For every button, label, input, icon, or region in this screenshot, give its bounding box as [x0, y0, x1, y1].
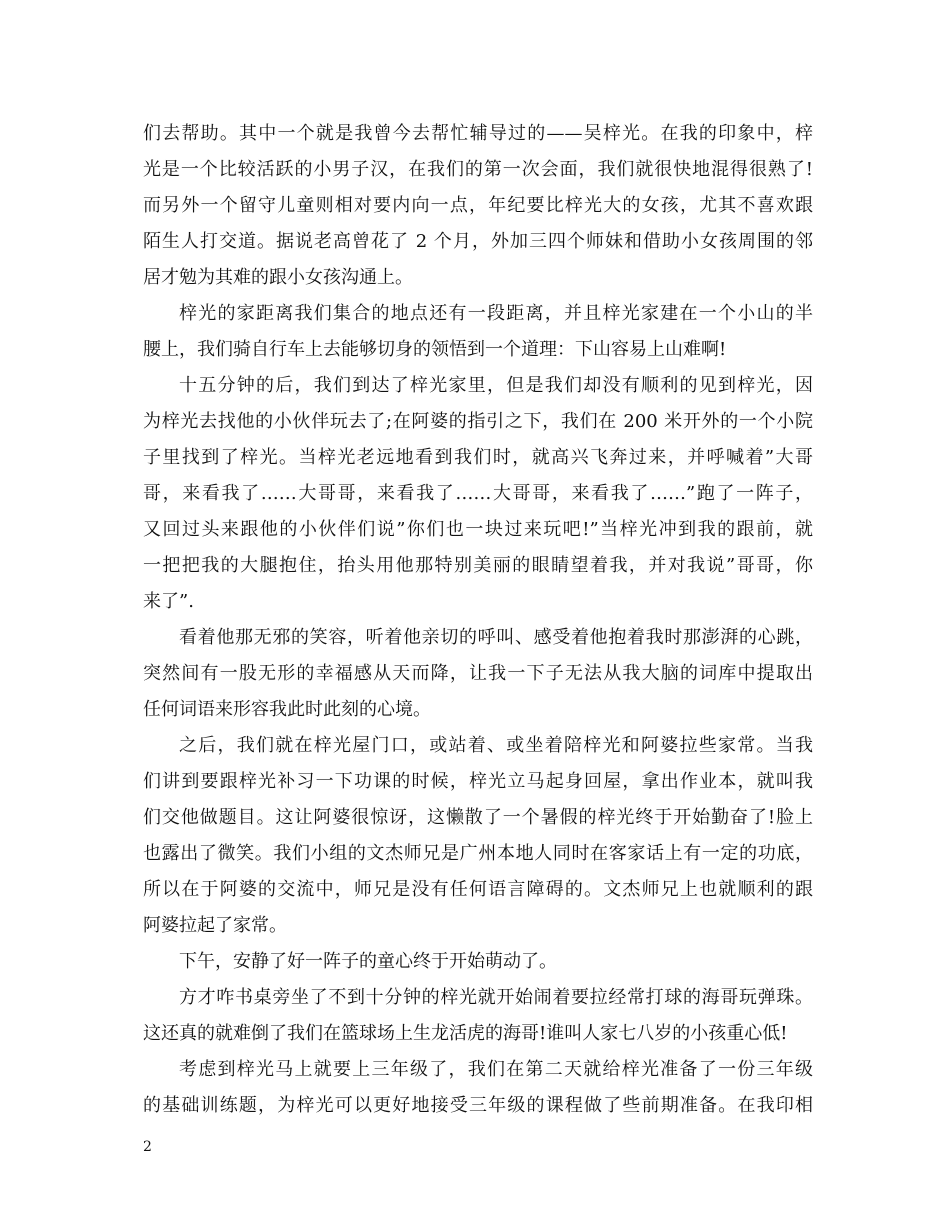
text-line: 子里找到了梓光。当梓光老远地看到我们时，就高兴飞奔过来，并呼喊着”大哥 [143, 447, 813, 468]
text-line: 们去帮助。其中一个就是我曾今去帮忙辅导过的——吴梓光。在我的印象中，梓 [143, 123, 813, 144]
text-line: 又回过头来跟他的小伙伴们说”你们也一块过来玩吧!”当梓光冲到我的跟前，就 [143, 519, 813, 540]
text-line: 任何词语来形容我此时此刻的心境。 [143, 699, 431, 720]
paragraph-first-line: 之后，我们就在梓光屋门口，或站着、或坐着陪梓光和阿婆拉些家常。当我 [179, 735, 813, 756]
text-line: 居才勉为其难的跟小女孩沟通上。 [143, 267, 413, 288]
text-line: 来了”. [143, 591, 194, 612]
text-line: 们讲到要跟梓光补习一下功课的时候，梓光立马起身回屋，拿出作业本，就叫我 [143, 771, 813, 792]
paragraph-first-line: 梓光的家距离我们集合的地点还有一段距离，并且梓光家建在一个小山的半 [179, 303, 813, 324]
paragraph-first-line: 看着他那无邪的笑容，听着他亲切的呼叫、感受着他抱着我时那澎湃的心跳， [179, 627, 813, 648]
text-line: 也露出了微笑。我们小组的文杰师兄是广州本地人同时在客家话上有一定的功底， [143, 843, 813, 864]
paragraph-first-line: 下午，安静了好一阵子的童心终于开始萌动了。 [179, 951, 557, 972]
text-line: 一把把我的大腿抱住，抬头用他那特别美丽的眼睛望着我，并对我说”哥哥，你 [143, 555, 813, 576]
text-line: 而另外一个留守儿童则相对要内向一点，年纪要比梓光大的女孩，尤其不喜欢跟 [143, 195, 813, 216]
paragraph-first-line: 十五分钟的后，我们到达了梓光家里，但是我们却没有顺利的见到梓光，因 [179, 375, 813, 396]
text-line: 突然间有一股无形的幸福感从天而降，让我一下子无法从我大脑的词库中提取出 [143, 663, 813, 684]
text-line: 们交他做题目。这让阿婆很惊讶，这懒散了一个暑假的梓光终于开始勤奋了!脸上 [143, 807, 813, 828]
text-line: 哥，来看我了……大哥哥，来看我了……大哥哥，来看我了……”跑了一阵子， [143, 483, 813, 504]
text-line: 光是一个比较活跃的小男子汉，在我们的第一次会面，我们就很快地混得很熟了! [143, 159, 813, 180]
text-line: 陌生人打交道。据说老高曾花了 2 个月，外加三四个师妹和借助小女孩周围的邻 [143, 231, 813, 252]
text-line: 的基础训练题，为梓光可以更好地接受三年级的课程做了些前期准备。在我印相 [143, 1095, 813, 1116]
document-body [143, 116, 813, 1124]
text-line: 所以在于阿婆的交流中，师兄是没有任何语言障碍的。文杰师兄上也就顺利的跟 [143, 879, 813, 900]
paragraph-first-line: 方才咋书桌旁坐了不到十分钟的梓光就开始闹着要拉经常打球的海哥玩弹珠。 [179, 987, 813, 1008]
text-line: 这还真的就难倒了我们在篮球场上生龙活虎的海哥!谁叫人家七八岁的小孩重心低! [143, 1023, 788, 1044]
text-line: 为梓光去找他的小伙伴玩去了;在阿婆的指引之下，我们在 200 米开外的一个小院 [143, 411, 813, 432]
paragraph-first-line: 考虑到梓光马上就要上三年级了，我们在第二天就给梓光准备了一份三年级 [179, 1059, 813, 1080]
page-number: 2 [143, 1139, 152, 1155]
text-line: 腰上，我们骑自行车上去能够切身的领悟到一个道理：下山容易上山难啊! [143, 339, 727, 360]
text-line: 阿婆拉起了家常。 [143, 915, 287, 936]
